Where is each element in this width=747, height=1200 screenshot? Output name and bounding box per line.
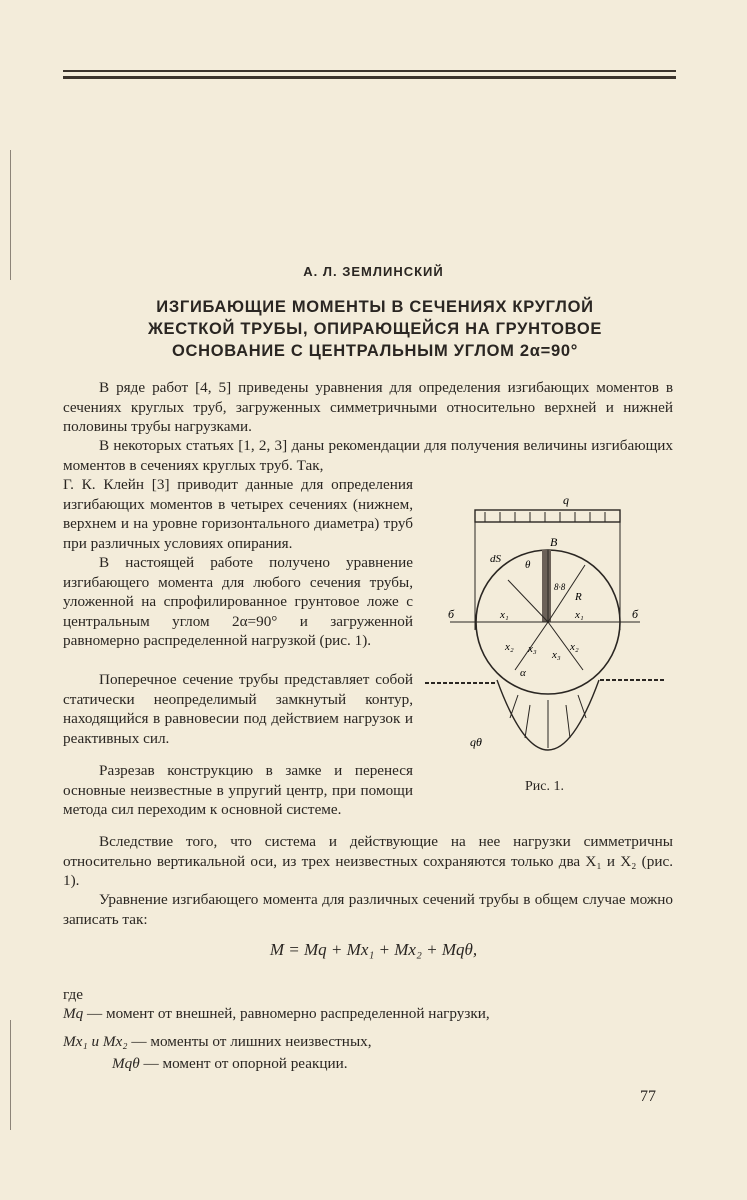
header-rule-thick	[63, 76, 676, 79]
paragraph-6: Вследствие того, что система и действующие на нее нагрузки симметричны относительно вертикальной оси, из трех неизвестных сохраняются только два X₁ и X₂ (рис. 1).	[63, 833, 673, 889]
article-title	[100, 296, 650, 362]
title-line: ОСНОВАНИЕ С ЦЕНТРАЛЬНЫМ УГЛОМ 2α=90°	[172, 342, 578, 360]
title-line: ЖЕСТКОЙ ТРУБЫ, ОПИРАЮЩЕЙСЯ НА ГРУНТОВОЕ	[147, 320, 603, 338]
page-number: 77	[640, 1088, 656, 1105]
author-name: А. Л. ЗЕМЛИНСКИЙ	[303, 264, 444, 279]
moment-equation: M = Mq + Mx₁ + Mx₂ + Mqθ,	[269, 940, 478, 959]
label-B: В	[550, 535, 558, 549]
definition-3	[112, 1054, 682, 1074]
reaction-arrows	[510, 695, 586, 748]
label-R: R	[575, 591, 582, 603]
label-r-dim: 8·8	[554, 582, 566, 592]
figure-1-pipe-diagram	[420, 490, 670, 800]
margin-mark	[10, 1020, 11, 1130]
paragraph-5: Разрезав конструкцию в замке и перенеся основные неизвестные в упругий центр, при помощи метода сил переходим к основной системе.	[63, 762, 413, 818]
where-label: где	[63, 986, 83, 1003]
label-theta: θ	[525, 559, 531, 571]
definition-symbol: Mx₁ и Mx₂	[63, 1033, 128, 1050]
paragraph-2-full: В некоторых статьях [1, 2, 3] даны рекомендации для получения величины изгибающих моментов в сечениях круглых труб. Так,	[63, 437, 673, 474]
cut-hatch	[542, 550, 551, 622]
label-x2-right: x₂	[570, 641, 579, 653]
definition-text: — момент от опорной реакции.	[139, 1055, 348, 1072]
label-q-theta: qθ	[470, 735, 482, 749]
paragraph-1: В ряде работ [4, 5] приведены уравнения для определения изгибающих моментов в сечениях круглых труб, загруженных симметричными относительно верхней и нижней половины трубы нагрузками.	[63, 379, 673, 435]
margin-mark	[10, 150, 11, 280]
definition-symbol: Mq	[63, 1005, 84, 1022]
load-bar	[475, 510, 620, 522]
paragraph-4: Поперечное сечение трубы представляет собой статически неопределимый замкнутый контур, находящийся в равновесии под действием нагрузок и реактивных сил.	[63, 671, 413, 747]
label-x3-left: x₃	[528, 643, 537, 655]
definition-text: — момент от внешней, равномерно распределенной нагрузки,	[83, 1005, 490, 1022]
label-x2-left: x₂	[505, 641, 514, 653]
definition-1	[63, 1004, 683, 1024]
definition-2	[63, 1032, 683, 1052]
label-x1-right: x₁	[575, 609, 584, 621]
paragraph-2-narrow: Г. К. Клейн [3] приводит данные для определения изгибающих моментов в четырех сечениях (нижнем, верхнем и на уровне горизонтального диаметра) труб при различных условиях опирания.	[63, 476, 413, 552]
paragraph-7: Уравнение изгибающего момента для различных сечений трубы в общем случае можно записать так:	[63, 891, 673, 928]
figure-caption: Рис. 1.	[525, 779, 564, 794]
label-q: q	[563, 493, 569, 507]
load-arrows	[485, 512, 605, 522]
title-line: ИЗГИБАЮЩИЕ МОМЕНТЫ В СЕЧЕНИЯХ КРУГЛОЙ	[156, 298, 594, 316]
paragraph-3: В настоящей работе получено уравнение изгибающего момента для любого сечения трубы, уложенной на спрофилированное грунтовое ложе с центральным углом 2α=90° и загруженной равномерно распределенной нагрузкой (рис. 1).	[63, 554, 413, 649]
label-b-right: б	[632, 607, 639, 621]
definition-text: — моменты от лишних неизвестных,	[127, 1033, 372, 1050]
definition-symbol: Mqθ	[112, 1055, 140, 1072]
header-rule-thin	[63, 70, 676, 72]
label-x1-left: x₁	[500, 609, 509, 621]
label-dS: dS	[490, 553, 501, 565]
label-alpha: α	[520, 667, 526, 679]
label-b-left: б	[448, 607, 455, 621]
label-x3-right: x₃	[552, 649, 561, 661]
